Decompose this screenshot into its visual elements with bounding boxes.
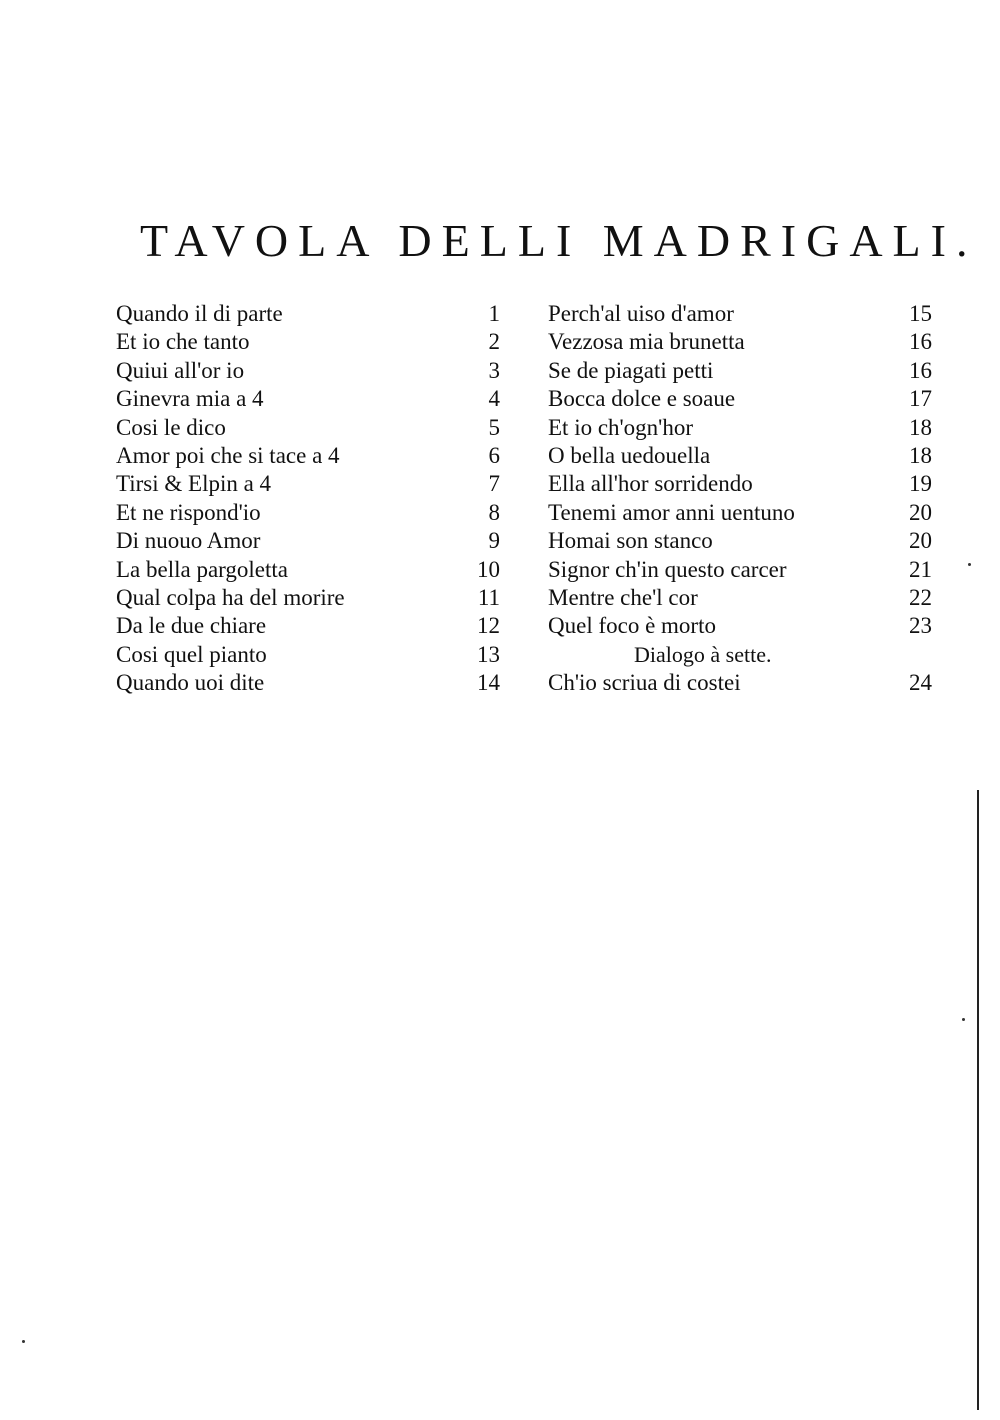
entry-page: 18 xyxy=(909,414,932,440)
entry-title: Amor poi che si tace a 4 xyxy=(116,442,340,468)
index-entry xyxy=(116,385,500,413)
index-entry xyxy=(116,527,500,555)
entry-page: 3 xyxy=(488,357,500,383)
index-entry xyxy=(548,556,932,584)
entry-title: Ginevra mia a 4 xyxy=(116,386,264,412)
entry-title: Homai son stanco xyxy=(548,528,713,554)
index-entry xyxy=(116,669,500,697)
entry-title: Perch'al uiso d'amor xyxy=(548,301,734,326)
index-entry xyxy=(116,300,500,328)
entry-title: Ch'io scriua di costei xyxy=(548,670,741,696)
entry-page: 11 xyxy=(477,584,500,610)
entry-title: Quel foco è morto xyxy=(548,613,716,639)
entry-page: 6 xyxy=(488,442,500,468)
entry-title: Di nuouo Amor xyxy=(116,528,261,554)
index-entry xyxy=(116,556,500,584)
entry-title: Bocca dolce e soaue xyxy=(548,386,736,412)
index-entry xyxy=(116,414,500,442)
index-entry xyxy=(116,612,500,640)
index-entry xyxy=(116,584,500,612)
entry-page: 21 xyxy=(909,556,932,582)
entry-page: 12 xyxy=(477,613,500,639)
entry-page: 7 xyxy=(488,471,500,497)
index-entry xyxy=(548,612,932,640)
entry-title: Quando il di parte xyxy=(116,301,283,326)
entry-page: 13 xyxy=(477,641,500,667)
entry-title: Se de piagati petti xyxy=(548,357,714,383)
entry-page: 18 xyxy=(909,442,932,468)
entry-title: O bella uedouella xyxy=(548,442,711,468)
entry-page: 15 xyxy=(909,301,932,326)
index-entry xyxy=(548,527,932,555)
index-entry xyxy=(116,442,500,470)
index-entry xyxy=(548,385,932,413)
dialogue-heading-text: Dialogo à sette. xyxy=(634,641,772,667)
index-entry xyxy=(548,414,932,442)
entry-page: 2 xyxy=(488,329,500,355)
index-entry xyxy=(548,584,932,612)
index-entry xyxy=(548,442,932,470)
entry-title: Quiui all'or io xyxy=(116,357,245,383)
entry-page: 8 xyxy=(488,499,500,525)
entry-page: 24 xyxy=(909,670,932,696)
entry-title: Et ne rispond'io xyxy=(116,499,261,525)
scan-speck xyxy=(22,1340,25,1343)
entry-title: Da le due chiare xyxy=(116,613,267,639)
index-entry xyxy=(116,499,500,527)
scan-speck xyxy=(968,563,971,566)
entry-page: 17 xyxy=(909,386,932,412)
entry-title: Qual colpa ha del morire xyxy=(116,584,345,610)
entry-page: 14 xyxy=(477,670,500,696)
scan-speck xyxy=(962,1018,965,1021)
index-entry xyxy=(116,328,500,356)
entry-page: 20 xyxy=(909,499,932,525)
entry-page: 4 xyxy=(488,386,500,412)
entry-page: 22 xyxy=(909,584,932,610)
entry-title: La bella pargoletta xyxy=(116,556,288,582)
entry-title: Ella all'hor sorridendo xyxy=(548,471,753,497)
index-entry xyxy=(548,357,932,385)
index-entry xyxy=(116,641,500,669)
index-entry xyxy=(548,470,932,498)
entry-page: 5 xyxy=(488,414,500,440)
scan-edge-line xyxy=(977,790,979,1410)
entry-title: Tirsi & Elpin a 4 xyxy=(116,471,272,497)
entry-page: 16 xyxy=(909,357,932,383)
page-title: TAVOLA DELLI MADRIGALI. xyxy=(140,215,978,266)
right-index-column xyxy=(548,300,932,697)
entry-title: Mentre che'l cor xyxy=(548,584,698,610)
index-entry xyxy=(548,328,932,356)
entry-title: Quando uoi dite xyxy=(116,670,265,696)
entry-page: 10 xyxy=(477,556,500,582)
dialogue-heading xyxy=(548,641,932,669)
entry-title: Cosi quel pianto xyxy=(116,641,267,667)
entry-page: 16 xyxy=(909,329,932,355)
entry-title: Cosi le dico xyxy=(116,414,226,440)
entry-title: Tenemi amor anni uentuno xyxy=(548,499,795,525)
entry-title: Et io ch'ogn'hor xyxy=(548,414,693,440)
index-entry xyxy=(116,470,500,498)
left-index-column xyxy=(116,300,500,697)
index-entry xyxy=(548,499,932,527)
entry-page: 20 xyxy=(909,528,932,554)
index-entry xyxy=(548,300,932,328)
index-entry xyxy=(548,669,932,697)
entry-title: Et io che tanto xyxy=(116,329,250,355)
entry-page: 9 xyxy=(488,528,500,554)
entry-page: 1 xyxy=(488,301,500,326)
index-entry xyxy=(116,357,500,385)
entry-title: Vezzosa mia brunetta xyxy=(548,329,745,355)
entry-title: Signor ch'in questo carcer xyxy=(548,556,787,582)
entry-page: 23 xyxy=(909,613,932,639)
entry-page: 19 xyxy=(909,471,932,497)
